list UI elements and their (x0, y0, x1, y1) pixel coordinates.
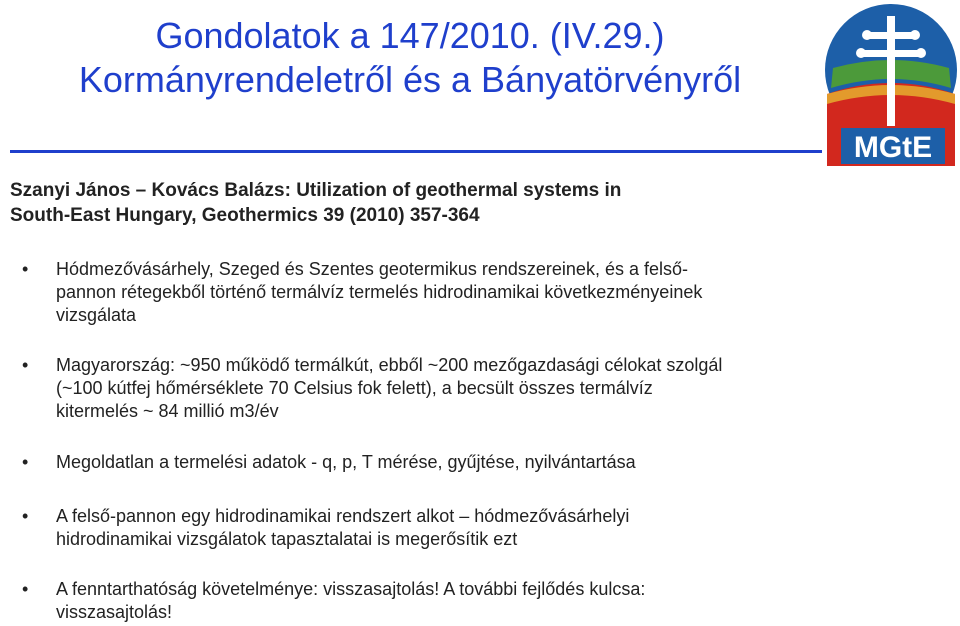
bullet-text: Magyarország: ~950 működő termálkút, ebből ~200 mezőgazdasági célokat szolgál (~100 kútfej hőmérséklete 70 Celsius fok felett), a becsült összes termálvíz kitermelés ~ 84 millió m3/év (56, 355, 723, 421)
reference-line-2: South-East Hungary, Geothermics 39 (2010) 357-364 (10, 205, 480, 226)
mgte-logo (823, 2, 960, 166)
bullet-text: Hódmezővásárhely, Szeged és Szentes geotermikus rendszereinek, és a felső- pannon rétegekből történő termálvíz termelés hidrodinamikai következményeinek vizsgálata (56, 259, 703, 325)
reference-line-1: Szanyi János – Kovács Balázs: Utilization of geothermal systems in (10, 180, 622, 201)
logo-cross-bar-1 (865, 32, 917, 39)
geothermal-cross-logo-icon (823, 2, 960, 166)
logo-text: MGtE (853, 131, 933, 164)
title-line-1: Gondolatok a 147/2010. (IV.29.) (155, 15, 665, 56)
bullet-text: Megoldatlan a termelési adatok - q, p, T mérése, gyűjtése, nyilvántartása (56, 452, 636, 472)
bullet-marker: • (22, 579, 29, 599)
reference-citation (10, 178, 810, 228)
bullet-text: A fenntarthatóság követelménye: visszasajtolás! A további fejlődés kulcsa: visszasajtolás! (56, 579, 646, 622)
bullet-marker: • (22, 506, 29, 526)
title-line-2: Kormányrendeletről és a Bányatörvényről (78, 59, 742, 100)
logo-cross-bar-2 (859, 50, 923, 57)
slide-title (0, 14, 820, 102)
bullet-marker: • (22, 259, 29, 279)
bullet-text: A felső-pannon egy hidrodinamikai rendszert alkot – hódmezővásárhelyi hidrodinamikai vizsgálatok tapasztalatai is megerősítik ezt (56, 506, 630, 549)
title-underline (10, 150, 822, 153)
bullet-marker: • (22, 355, 29, 375)
bullet-marker: • (22, 452, 29, 472)
